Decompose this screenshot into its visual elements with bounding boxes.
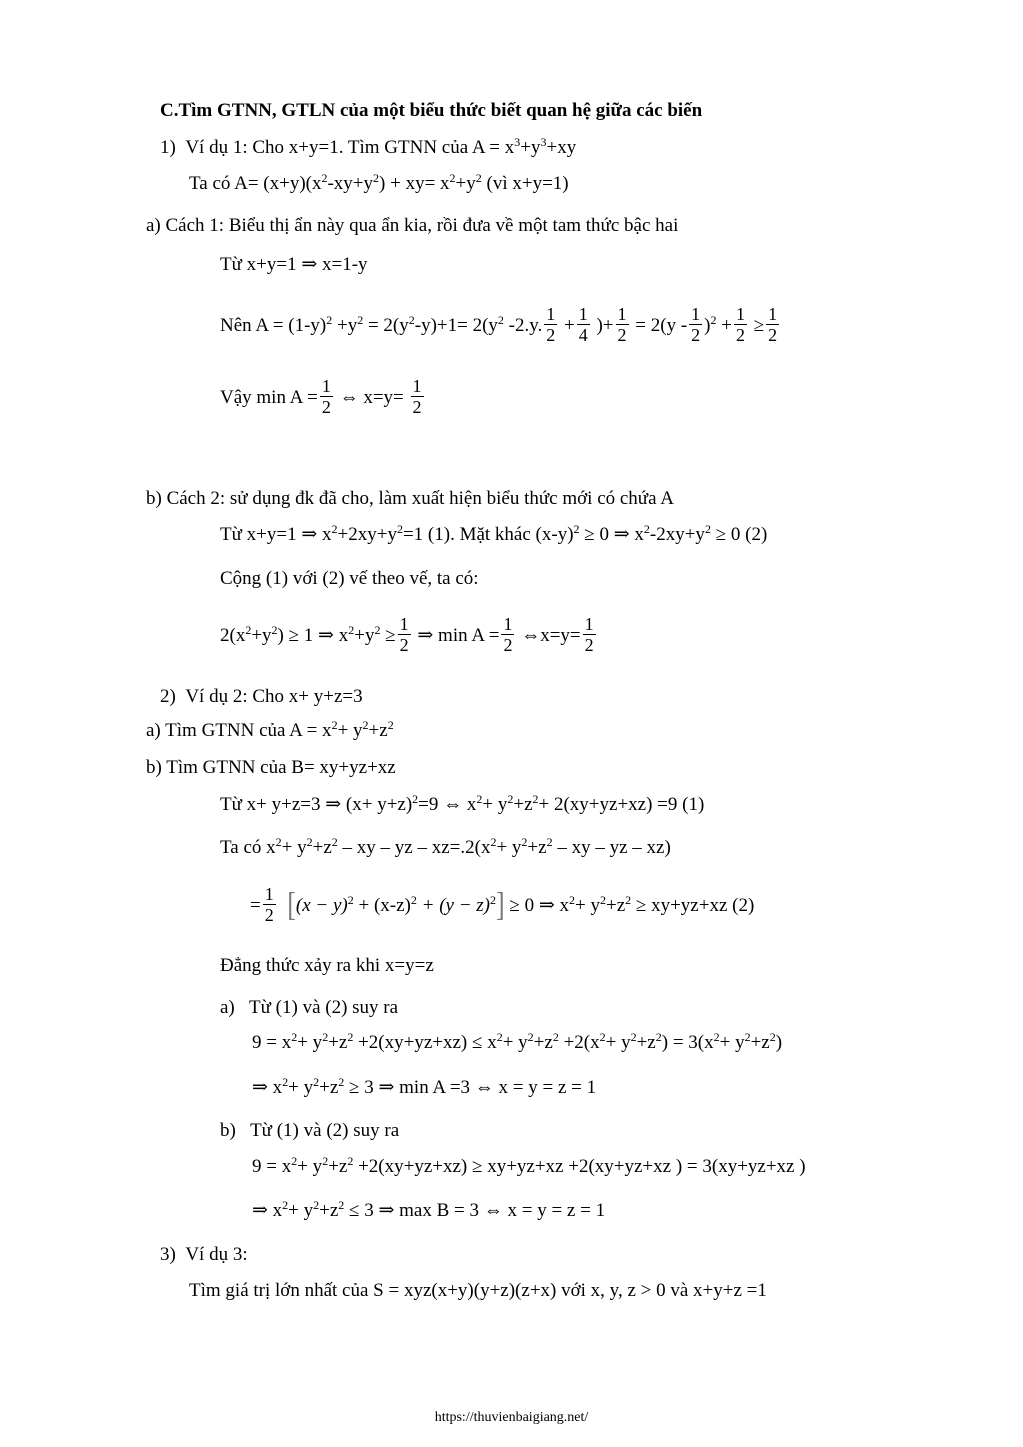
math-text: 1: [546, 304, 556, 325]
math-text: ≥: [748, 315, 765, 336]
math-text: +2(x: [558, 1032, 600, 1053]
method-2-line-3: [220, 614, 598, 658]
fraction: [766, 304, 779, 345]
math-text: Từ (1) và (2) suy ra: [249, 997, 399, 1018]
math-text: +xy: [546, 137, 577, 158]
fraction: [320, 376, 333, 417]
superscript: 2: [496, 1030, 503, 1044]
math-text: 1: [691, 304, 701, 325]
math-text: – xy – yz – xz): [552, 837, 671, 858]
math-text: + (y − z): [416, 895, 490, 916]
superscript: 2: [282, 1198, 289, 1212]
fraction: [577, 304, 590, 345]
math-text: 2: [584, 635, 594, 656]
superscript: 2: [275, 835, 282, 849]
superscript: 2: [475, 171, 482, 185]
math-text: ≤ 3 ⇒ max B = 3 ⇔ x = y = z = 1: [344, 1200, 606, 1221]
math-text: 1: [584, 614, 594, 635]
math-text: +z: [513, 794, 533, 815]
superscript: 2: [476, 792, 483, 806]
superscript: 2: [396, 522, 403, 536]
math-text: =9 ⇔ x: [418, 794, 477, 815]
superscript: 2: [490, 835, 497, 849]
math-text: 9 = x: [252, 1032, 292, 1053]
superscript: 2: [643, 522, 650, 536]
math-text: b): [220, 1120, 236, 1141]
math-text: 2: [503, 635, 513, 656]
part-b-title: [220, 1120, 399, 1142]
superscript: 2: [600, 893, 606, 907]
method-1-title: a) Cách 1: Biểu thị ẩn này qua ẩn kia, rồi đưa về một tam thức bậc hai: [146, 215, 679, 236]
superscript: 2: [490, 893, 496, 907]
superscript: 2: [630, 1030, 637, 1044]
fraction: [411, 376, 424, 417]
example-1-line: [189, 173, 569, 195]
math-text: ≥: [380, 625, 396, 646]
math-text: ⇒ min A =: [412, 625, 500, 646]
math-text: =1 (1). Mặt khác (x-y): [402, 524, 574, 545]
math-text: +z: [527, 837, 547, 858]
example-3-title: [160, 1244, 248, 1266]
superscript: 2: [710, 313, 717, 327]
superscript: 2: [449, 171, 456, 185]
example-2-question-a: [146, 720, 394, 742]
math-text: 2): [160, 686, 176, 707]
superscript: 2: [331, 522, 338, 536]
superscript: 2: [291, 1030, 298, 1044]
superscript: 2: [348, 623, 355, 637]
superscript: 2: [497, 313, 504, 327]
superscript: 2: [569, 893, 576, 907]
part-a-line-1: [252, 1032, 782, 1054]
part-b-line-2: [252, 1200, 605, 1222]
math-text: +2(xy+yz+xz) ≤ x: [353, 1032, 497, 1053]
footer-url[interactable]: https://thuvienbaigiang.net/: [434, 1410, 589, 1425]
superscript: 2: [321, 171, 328, 185]
equality-condition: Đẳng thức xảy ra khi x=y=z: [220, 955, 434, 976]
math-text: 1: [399, 614, 409, 635]
math-text: + y: [502, 1032, 528, 1053]
math-text: ⇔x=y=: [516, 625, 581, 646]
superscript: 2: [704, 522, 711, 536]
math-text: 1): [160, 137, 176, 158]
math-text: -2xy+y: [649, 524, 705, 545]
math-text: =: [250, 895, 261, 916]
example-3-body: Tìm giá trị lớn nhất của S = xyz(x+y)(y+z)(z+x) với x, y, z > 0 và x+y+z =1: [189, 1280, 767, 1301]
superscript: 2: [713, 1030, 720, 1044]
part-b-line-1: [252, 1156, 806, 1178]
example-1-title: [160, 137, 576, 159]
math-text: +z: [750, 1032, 770, 1053]
math-text: + y: [281, 837, 307, 858]
math-text: 1: [768, 304, 778, 325]
math-text: +z: [368, 720, 388, 741]
math-text: ) ≥ 1 ⇒ x: [277, 625, 349, 646]
example-2-question-b: b) Tìm GTNN của B= xy+yz+xz: [146, 757, 396, 778]
math-text: 1: [321, 376, 331, 397]
superscript: 2: [347, 893, 354, 907]
math-text: ) + xy= x: [379, 173, 450, 194]
math-text: +y: [455, 173, 476, 194]
math-text: + y: [575, 895, 600, 916]
math-text: +y: [520, 137, 541, 158]
math-text: +: [559, 315, 575, 336]
superscript: 2: [410, 893, 417, 907]
math-text: Ví dụ 1: Cho x+y=1. Tìm GTNN của A = x: [185, 137, 515, 158]
fraction: [583, 614, 596, 655]
example-2-line-3: [250, 884, 754, 928]
math-text: 2: [321, 397, 331, 418]
math-text: Nên A = (1-y): [220, 315, 327, 336]
math-text: 2: [546, 325, 556, 346]
example-2-line-1: [220, 794, 704, 816]
math-text: ≥ 0 (2): [710, 524, 768, 545]
math-text: 1: [578, 304, 588, 325]
math-text: ) = 3(x: [661, 1032, 714, 1053]
math-text: + y: [288, 1200, 314, 1221]
method-1-conclusion: [220, 376, 426, 420]
math-text: -y)+1= 2(y: [414, 315, 498, 336]
superscript: 2: [271, 623, 278, 637]
math-text: a): [220, 997, 235, 1018]
math-text: +y: [332, 315, 358, 336]
math-text: ⇒ x: [252, 1077, 283, 1098]
superscript: 3: [540, 135, 547, 149]
superscript: 2: [655, 1030, 662, 1044]
math-text: 4: [578, 325, 588, 346]
superscript: 2: [744, 1030, 751, 1044]
math-text: +z: [319, 1077, 339, 1098]
superscript: 2: [322, 1154, 329, 1168]
method-2-title: b) Cách 2: sử dụng đk đã cho, làm xuất hiện biểu thức mới có chứa A: [146, 488, 674, 509]
superscript: 2: [387, 718, 394, 732]
fraction: [263, 884, 276, 925]
math-text: + y: [297, 1156, 323, 1177]
math-text: + (x-z): [353, 895, 411, 916]
method-2-line-1: [220, 524, 767, 546]
math-text: +z: [312, 837, 332, 858]
example-2-title: [160, 686, 363, 708]
math-text: +z: [606, 895, 626, 916]
math-text: Từ x+ y+z=3 ⇒ (x+ y+z): [220, 794, 413, 815]
part-a-title: [220, 997, 398, 1019]
math-text: + y: [337, 720, 363, 741]
superscript: 2: [625, 893, 632, 907]
math-text: +z: [328, 1156, 348, 1177]
math-text: ≥ 0 ⇒ x: [579, 524, 644, 545]
fraction: [544, 304, 557, 345]
math-text: Ta có x: [220, 837, 276, 858]
superscript: 2: [408, 313, 415, 327]
section-heading: C.Tìm GTNN, GTLN của một biểu thức biết quan hệ giữa các biến: [160, 100, 703, 121]
math-text: 1: [503, 614, 513, 635]
math-text: ): [775, 1032, 783, 1053]
superscript: 2: [322, 1030, 329, 1044]
left-bracket: [: [287, 885, 296, 923]
math-text: -xy+y: [327, 173, 374, 194]
superscript: 2: [331, 835, 338, 849]
part-a-line-2: [252, 1077, 596, 1099]
math-text: a) Tìm GTNN của A = x: [146, 720, 332, 741]
math-text: 2: [691, 325, 701, 346]
math-text: ≥ xy+yz+xz (2): [631, 895, 755, 916]
superscript: 2: [245, 623, 252, 637]
superscript: 2: [338, 1075, 345, 1089]
math-text: = 2(y: [363, 315, 409, 336]
math-text: -2.y.: [503, 315, 543, 336]
superscript: 2: [546, 835, 553, 849]
math-text: Ta có A= (x+y)(x: [189, 173, 322, 194]
superscript: 2: [282, 1075, 289, 1089]
math-text: 1: [735, 304, 745, 325]
math-text: +y: [251, 625, 272, 646]
math-text: Ví dụ 2: Cho x+ y+z=3: [185, 686, 363, 707]
math-text: +2(xy+yz+xz) ≥ xy+yz+xz +2(xy+yz+xz ) = 3(xy+yz+xz ): [353, 1156, 806, 1177]
fraction: [616, 304, 629, 345]
superscript: 2: [331, 718, 338, 732]
method-1-line-2: [220, 304, 781, 348]
superscript: 2: [306, 835, 313, 849]
right-bracket: ]: [496, 885, 505, 923]
superscript: 2: [347, 1154, 354, 1168]
math-text: 1: [617, 304, 627, 325]
example-2-line-2: [220, 837, 671, 859]
math-text: = 2(y -: [630, 315, 688, 336]
superscript: 2: [374, 623, 381, 637]
math-text: 2: [264, 905, 274, 926]
math-text: ≥ 3 ⇒ min A =3 ⇔ x = y = z = 1: [344, 1077, 597, 1098]
math-text: 2: [735, 325, 745, 346]
superscript: 2: [412, 792, 419, 806]
superscript: 2: [599, 1030, 606, 1044]
superscript: 3: [514, 135, 521, 149]
math-text: + y: [719, 1032, 745, 1053]
math-text: (vì x+y=1): [481, 173, 569, 194]
math-text: Từ x+y=1 ⇒ x: [220, 524, 332, 545]
math-text: )+: [591, 315, 614, 336]
math-text: +z: [328, 1032, 348, 1053]
superscript: 2: [313, 1075, 320, 1089]
math-text: Ví dụ 3:: [185, 1244, 248, 1265]
math-text: 1: [412, 376, 422, 397]
math-text: Từ (1) và (2) suy ra: [250, 1120, 400, 1141]
fraction: [734, 304, 747, 345]
math-text: 3): [160, 1244, 176, 1265]
math-text: 2: [399, 635, 409, 656]
math-text: + y: [605, 1032, 631, 1053]
superscript: 2: [313, 1198, 320, 1212]
math-text: +z: [533, 1032, 553, 1053]
math-text: ⇔ x=y=: [334, 387, 404, 408]
math-text: +2xy+y: [337, 524, 397, 545]
superscript: 2: [357, 313, 364, 327]
math-text: +y: [354, 625, 375, 646]
math-text: 2(x: [220, 625, 246, 646]
math-text: – xy – yz – xz=.2(x: [337, 837, 491, 858]
superscript: 2: [527, 1030, 534, 1044]
method-1-line-1: Từ x+y=1 ⇒ x=1-y: [220, 254, 368, 275]
fraction: [501, 614, 514, 655]
math-text: +z: [636, 1032, 656, 1053]
superscript: 2: [347, 1030, 354, 1044]
math-text: +z: [319, 1200, 339, 1221]
superscript: 2: [769, 1030, 776, 1044]
superscript: 2: [573, 522, 580, 536]
fraction: [398, 614, 411, 655]
math-text: (x − y): [295, 895, 348, 916]
math-text: 1: [264, 884, 274, 905]
fraction: [689, 304, 702, 345]
superscript: 2: [532, 792, 539, 806]
math-text: 2: [412, 397, 422, 418]
math-text: Vậy min A =: [220, 387, 318, 408]
superscript: 2: [326, 313, 333, 327]
math-text: + y: [482, 794, 508, 815]
math-text: + y: [297, 1032, 323, 1053]
superscript: 2: [291, 1154, 298, 1168]
math-text: ): [704, 315, 711, 336]
math-text: + 2(xy+yz+xz) =9 (1): [538, 794, 705, 815]
math-text: ≥ 0 ⇒ x: [504, 895, 570, 916]
superscript: 2: [552, 1030, 559, 1044]
math-text: ⇒ x: [252, 1200, 283, 1221]
math-text: +: [716, 315, 732, 336]
superscript: 2: [338, 1198, 345, 1212]
math-text: + y: [288, 1077, 314, 1098]
superscript: 2: [362, 718, 369, 732]
math-text: 9 = x: [252, 1156, 292, 1177]
superscript: 2: [373, 171, 380, 185]
superscript: 2: [521, 835, 528, 849]
superscript: 2: [507, 792, 514, 806]
method-2-line-2: Cộng (1) với (2) vế theo vế, ta có:: [220, 568, 479, 589]
math-text: 2: [617, 325, 627, 346]
math-text: + y: [496, 837, 522, 858]
math-text: 2: [768, 325, 778, 346]
